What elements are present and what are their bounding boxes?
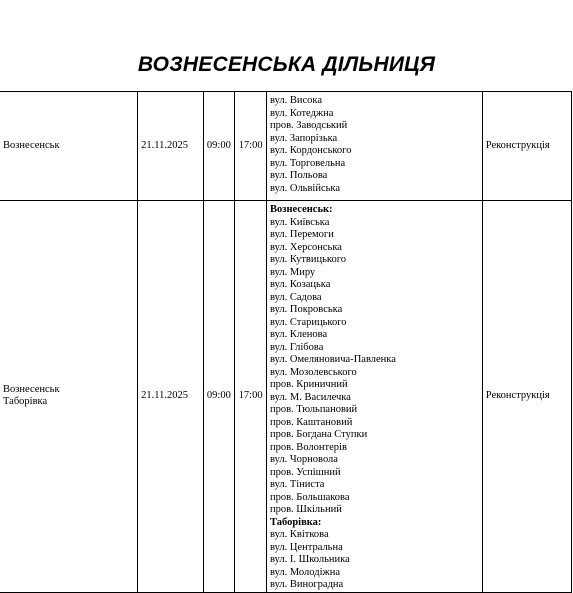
street-name: вул. Кленова (269, 329, 328, 340)
start-time-cell: 09:00 (203, 201, 235, 593)
street-name: пров. Шкільний (269, 504, 342, 515)
locality-cell (0, 201, 138, 593)
street-name: пров. Богдана Ступки (269, 429, 368, 440)
street-name: вул. Виноградна (269, 579, 344, 590)
street-name: пров. Успішний (269, 466, 341, 478)
page-title: ВОЗНЕСЕНСЬКА ДІЛЬНИЦЯ (137, 53, 436, 76)
street-name: вул. Котеджна (269, 107, 334, 119)
street-name: пров. Большакова (269, 491, 350, 503)
street-name: пров. Каштановий (269, 416, 353, 428)
street-name: пров. Волонтерів (269, 441, 347, 453)
street-name: вул. Висока (269, 95, 322, 106)
street-name: вул. Покровська (269, 304, 343, 315)
street-name: вул. Квіткова (269, 529, 329, 540)
street-name: вул. Перемоги (269, 229, 334, 240)
street-name: вул. Глібова (269, 341, 324, 353)
table-row (0, 92, 572, 201)
reason-cell: Реконструкція (482, 92, 571, 201)
locality-cell (0, 92, 138, 201)
street-name: вул. Кутвицького (269, 254, 347, 265)
street-name: вул. Чорновола (269, 454, 338, 465)
street-name: вул. М. Василечка (269, 391, 351, 403)
outage-schedule-table (0, 91, 572, 593)
reason-cell: Реконструкція (482, 201, 571, 593)
locality-name: Вознесенськ (3, 383, 60, 395)
locality-heading: Таборівка: (269, 516, 322, 528)
street-name: пров. Тюльпановий (269, 404, 358, 415)
table-row (0, 201, 572, 593)
street-name: вул. Козацька (269, 279, 331, 290)
street-name: пров. Криничний (269, 379, 348, 390)
streets-cell (266, 201, 482, 593)
street-name: вул. Польова (269, 170, 328, 181)
end-time-cell: 17:00 (235, 92, 267, 201)
street-name: вул. Кордонського (269, 145, 352, 156)
street-name: вул. Садова (269, 291, 322, 303)
street-name: вул. Молодіжна (269, 566, 341, 578)
street-name: вул. Херсонська (269, 241, 342, 253)
street-name: пров. Заводський (269, 120, 348, 131)
street-name: вул. Центральна (269, 541, 343, 553)
street-name: вул. Київська (269, 216, 330, 228)
locality-heading: Вознесенськ: (269, 204, 333, 215)
start-time-cell: 09:00 (203, 92, 235, 201)
date-cell: 21.11.2025 (138, 92, 203, 201)
street-name: вул. І. Школьника (269, 554, 350, 565)
street-name: вул. Тіниста (269, 479, 325, 490)
date-cell: 21.11.2025 (138, 201, 203, 593)
streets-cell (266, 92, 482, 201)
street-name: вул. Мозолевського (269, 366, 357, 378)
locality-name: Вознесенськ (3, 139, 60, 151)
locality-name: Таборівка (3, 396, 48, 408)
street-name: вул. Миру (269, 266, 316, 278)
street-name: вул. Ольвійська (269, 182, 341, 194)
end-time-cell: 17:00 (235, 201, 267, 593)
street-name: вул. Омеляновича-Павленка (269, 354, 396, 365)
street-name: вул. Старицького (269, 316, 347, 328)
street-name: вул. Запорізька (269, 132, 338, 144)
street-name: вул. Торговельна (269, 157, 346, 169)
